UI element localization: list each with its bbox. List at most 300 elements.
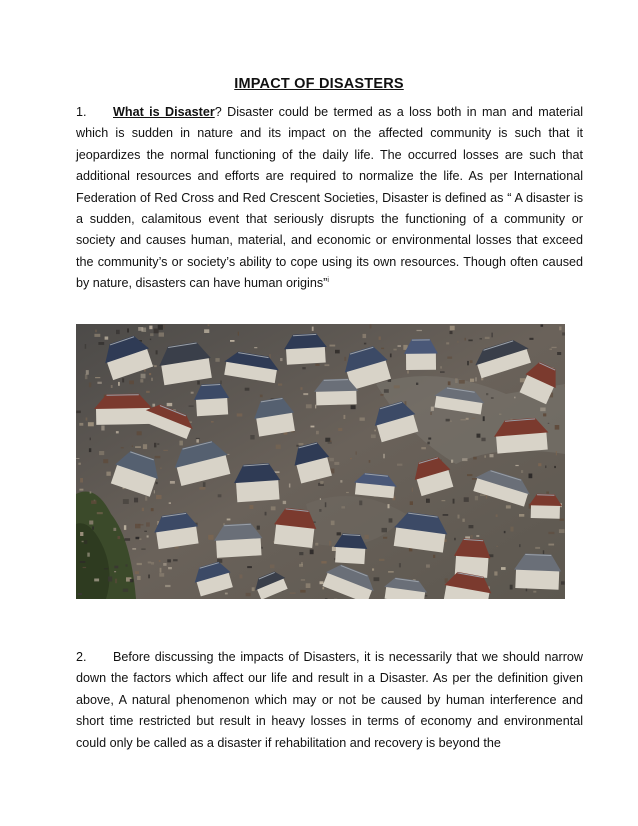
debris-piece (167, 559, 171, 562)
debris-piece (199, 487, 205, 490)
debris-piece (538, 463, 541, 466)
debris-piece (496, 514, 498, 517)
debris-piece (330, 441, 332, 442)
debris-piece (135, 571, 139, 574)
debris-piece (129, 381, 134, 385)
debris-piece (459, 380, 465, 384)
debris-piece (283, 501, 286, 504)
debris-piece (113, 528, 116, 531)
debris-piece (428, 438, 431, 440)
debris-piece (88, 422, 94, 426)
debris-piece (118, 536, 121, 539)
debris-piece (104, 568, 108, 569)
debris-piece (87, 553, 90, 557)
paragraph-lead: What is Disaster (113, 105, 215, 119)
debris-piece (135, 446, 141, 448)
debris-piece (312, 327, 314, 331)
debris-piece (156, 350, 158, 354)
debris-piece (80, 478, 83, 483)
debris-piece (480, 495, 486, 496)
debris-piece (80, 532, 83, 536)
debris-piece (350, 458, 352, 459)
debris-piece (554, 466, 556, 468)
debris-piece (157, 443, 159, 444)
debris-piece (148, 562, 152, 564)
debris-piece (116, 330, 120, 334)
debris-piece (356, 451, 357, 454)
debris-piece (374, 577, 380, 581)
debris-piece (431, 407, 434, 411)
debris-piece (106, 472, 110, 476)
debris-piece (476, 535, 479, 537)
debris-piece (300, 387, 302, 390)
debris-piece (548, 544, 554, 546)
debris-piece (407, 370, 409, 373)
debris-piece (329, 458, 334, 462)
debris-piece (250, 435, 254, 440)
debris-piece (533, 591, 536, 593)
debris-piece (543, 550, 544, 554)
debris-piece (510, 585, 513, 590)
debris-piece (450, 331, 453, 334)
debris-piece (514, 397, 515, 399)
debris-piece (137, 576, 141, 580)
debris-piece (426, 564, 430, 567)
debris-piece (306, 583, 311, 588)
debris-piece (118, 382, 120, 386)
debris-piece (86, 418, 88, 421)
debris-piece (384, 389, 389, 393)
page-title: IMPACT OF DISASTERS (234, 76, 404, 92)
debris-piece (306, 404, 312, 408)
debris-piece (442, 500, 446, 501)
debris-piece (469, 525, 474, 528)
debris-piece (471, 535, 473, 538)
debris-piece (555, 425, 560, 430)
debris-piece (94, 334, 100, 337)
debris-piece (338, 428, 342, 431)
debris-piece (325, 502, 327, 507)
debris-piece (320, 498, 321, 500)
debris-piece (475, 377, 476, 381)
debris-piece (322, 587, 324, 589)
debris-piece (388, 571, 394, 573)
debris-piece (303, 393, 308, 395)
debris-piece (141, 549, 145, 550)
photo-illustration (76, 324, 565, 599)
debris-piece (504, 531, 506, 533)
debris-piece (147, 535, 149, 537)
debris-piece (227, 519, 231, 521)
debris-piece (160, 468, 161, 469)
debris-piece (325, 364, 330, 366)
debris-piece (302, 367, 305, 369)
debris-piece (151, 378, 152, 381)
debris-piece (121, 447, 124, 448)
debris-piece (310, 550, 314, 555)
debris-piece (421, 447, 426, 449)
debris-piece (150, 339, 151, 341)
debris-piece (540, 408, 545, 412)
paragraph-1 (76, 102, 583, 295)
debris-piece (315, 364, 319, 366)
debris-piece (89, 448, 91, 452)
debris-piece (344, 415, 346, 419)
debris-piece (252, 587, 255, 591)
debris-piece (491, 397, 494, 399)
debris-piece (399, 563, 401, 567)
debris-piece (191, 392, 194, 394)
debris-piece (472, 478, 478, 479)
debris-piece (204, 329, 209, 333)
debris-piece (559, 529, 565, 533)
debris-piece (139, 539, 141, 540)
debris-piece (374, 430, 375, 432)
debris-piece (173, 559, 178, 561)
debris-piece (211, 421, 214, 423)
debris-piece (278, 384, 282, 386)
debris-piece (379, 337, 381, 340)
debris-piece (380, 394, 383, 396)
paragraph-2 (76, 647, 583, 754)
debris-piece (466, 418, 469, 420)
debris-piece (548, 532, 554, 534)
debris-piece (114, 566, 118, 569)
debris-piece (261, 547, 262, 549)
debris-piece (90, 492, 92, 494)
paragraph-number: 1. (76, 105, 87, 119)
debris-piece (144, 531, 147, 532)
debris-piece (464, 497, 469, 502)
debris-piece (135, 524, 141, 529)
debris-piece (115, 579, 117, 584)
debris-piece (108, 577, 112, 582)
debris-piece (388, 504, 390, 508)
debris-piece (545, 466, 546, 469)
debris-piece (127, 328, 129, 332)
debris-piece (535, 547, 540, 549)
debris-piece (111, 385, 113, 388)
debris-piece (208, 535, 213, 540)
debris-piece (519, 514, 524, 517)
debris-piece (416, 383, 418, 385)
disaster-aerial-photo (76, 324, 565, 599)
debris-piece (319, 509, 321, 512)
debris-piece (359, 501, 362, 506)
debris-piece (270, 565, 275, 569)
debris-piece (446, 342, 449, 344)
debris-piece (468, 340, 472, 342)
debris-piece (486, 393, 488, 395)
debris-piece (154, 443, 156, 448)
debris-piece (123, 499, 129, 504)
debris-piece (559, 327, 561, 331)
debris-piece (280, 358, 282, 361)
debris-piece (86, 370, 89, 375)
debris-piece (146, 522, 150, 526)
debris-piece (320, 481, 323, 484)
debris-piece (290, 593, 296, 594)
debris-piece (328, 442, 332, 443)
debris-piece (383, 537, 387, 539)
debris-piece (447, 357, 452, 359)
debris-piece (397, 464, 402, 466)
debris-piece (431, 412, 432, 415)
debris-piece (82, 541, 84, 542)
debris-piece (143, 444, 147, 449)
debris-piece (427, 442, 429, 445)
debris-piece (337, 532, 341, 535)
debris-piece (465, 338, 466, 341)
debris-piece (453, 499, 455, 504)
debris-piece (85, 374, 88, 379)
debris-piece (196, 439, 199, 443)
lead-punctuation: ? (214, 105, 222, 119)
footnote-reference: i (327, 277, 329, 285)
debris-piece (160, 568, 162, 573)
debris-piece (477, 434, 481, 438)
debris-piece (165, 585, 170, 587)
debris-piece (103, 459, 108, 463)
debris-piece (398, 345, 402, 347)
debris-piece (95, 330, 96, 333)
debris-piece (501, 567, 506, 570)
debris-piece (208, 324, 210, 326)
debris-piece (465, 536, 470, 538)
debris-piece (364, 535, 369, 539)
debris-piece (215, 358, 219, 362)
debris-piece (506, 505, 511, 508)
debris-piece (496, 546, 497, 547)
debris-piece (265, 512, 267, 516)
debris-piece (560, 519, 564, 521)
debris-piece (511, 527, 514, 532)
debris-piece (155, 456, 161, 459)
debris-piece (335, 350, 340, 354)
debris-piece (521, 470, 523, 473)
debris-piece (238, 332, 239, 336)
debris-piece (163, 563, 166, 566)
debris-piece (78, 593, 82, 595)
debris-piece (89, 521, 93, 525)
debris-piece (137, 563, 142, 565)
debris-piece (130, 579, 134, 582)
debris-piece (179, 441, 183, 446)
debris-piece (346, 492, 349, 493)
debris-piece (97, 512, 103, 514)
paragraph-number: 2. (76, 650, 87, 664)
debris-piece (340, 480, 342, 483)
debris-piece (276, 445, 281, 449)
debris-piece (84, 540, 87, 544)
debris-piece (152, 404, 155, 407)
debris-piece (189, 405, 194, 407)
debris-piece (164, 325, 165, 329)
debris-piece (257, 526, 260, 530)
debris-piece (499, 414, 501, 415)
debris-piece (341, 506, 345, 508)
debris-piece (76, 458, 79, 459)
debris-piece (394, 385, 400, 388)
debris-piece (89, 383, 91, 388)
debris-piece (344, 357, 346, 361)
debris-piece (370, 324, 372, 328)
debris-piece (529, 474, 533, 479)
debris-piece (149, 373, 151, 375)
debris-piece (483, 416, 485, 421)
debris-piece (372, 568, 374, 570)
debris-piece (325, 598, 328, 599)
debris-piece (556, 451, 557, 455)
debris-piece (417, 330, 422, 331)
debris-piece (92, 526, 94, 529)
debris-piece (225, 593, 228, 595)
debris-piece (80, 561, 86, 563)
debris-piece (148, 575, 150, 579)
debris-piece (151, 562, 154, 565)
debris-piece (475, 496, 478, 500)
debris-piece (85, 344, 87, 349)
debris-piece (519, 544, 520, 547)
debris-piece (561, 581, 565, 584)
debris-piece (382, 528, 388, 532)
debris-piece (218, 494, 222, 497)
debris-piece (300, 590, 305, 593)
debris-piece (462, 458, 467, 461)
debris-piece (473, 457, 477, 460)
debris-piece (99, 451, 104, 455)
debris-piece (169, 502, 171, 503)
debris-piece (98, 342, 104, 345)
debris-piece (329, 541, 331, 546)
debris-piece (467, 361, 469, 365)
debris-piece (393, 349, 396, 351)
debris-piece (101, 426, 104, 431)
debris-piece (125, 538, 131, 541)
debris-piece (240, 575, 243, 579)
debris-piece (296, 445, 298, 447)
debris-piece (515, 465, 518, 466)
debris-piece (390, 354, 392, 358)
debris-piece (124, 525, 126, 530)
debris-piece (167, 403, 173, 406)
debris-piece (443, 514, 449, 515)
debris-piece (360, 418, 365, 421)
debris-piece (301, 579, 305, 580)
paragraph-text: Disaster could be termed as a loss both in man and material which is sudden in nature and its impact on the affected community is such that it jeopardizes the normal functioning of the daily life. The occurred losses are such that additional resources and efforts are required to normalize the life. As per International Federation of Red Cross and Red Crescent Societies, Disaster is defined as “ A disaster is a sudden, calamitous event that seriously disrupts the functioning of a community or society and causes human, material, and economic or environmental losses that exceed the community’s or society’s ability to cope using its own resources. Though often caused by nature, disasters can have human origins” (76, 105, 583, 291)
debris-piece (440, 366, 442, 368)
debris-piece (325, 438, 330, 442)
debris-piece (364, 343, 366, 345)
debris-piece (154, 365, 157, 367)
debris-piece (494, 571, 497, 575)
debris-piece (254, 347, 257, 348)
debris-piece (141, 374, 146, 379)
debris-piece (137, 431, 142, 435)
debris-piece (550, 349, 553, 350)
debris-piece (151, 508, 154, 511)
debris-piece (383, 454, 384, 459)
debris-piece (196, 438, 200, 439)
debris-piece (389, 518, 393, 522)
debris-piece (467, 474, 472, 476)
debris-piece (132, 548, 136, 549)
debris-piece (245, 388, 250, 391)
debris-piece (470, 360, 473, 363)
debris-piece (543, 413, 546, 416)
debris-piece (315, 405, 316, 409)
debris-piece (156, 482, 158, 484)
debris-piece (260, 395, 263, 398)
debris-piece (221, 381, 222, 385)
debris-piece (159, 573, 164, 577)
debris-piece (311, 426, 315, 428)
debris-piece (334, 462, 339, 465)
debris-piece (138, 327, 143, 331)
debris-piece (484, 455, 486, 457)
debris-piece (412, 488, 413, 492)
debris-piece (271, 506, 276, 510)
debris-piece (457, 341, 458, 343)
debris-piece (159, 333, 164, 337)
debris-piece (369, 460, 371, 463)
debris-piece (154, 329, 159, 334)
debris-piece (458, 515, 460, 519)
debris-piece (170, 481, 175, 484)
debris-piece (451, 460, 453, 463)
debris-piece (122, 378, 124, 382)
debris-piece (331, 521, 335, 526)
debris-piece (316, 431, 319, 435)
debris-piece (197, 381, 200, 385)
debris-piece (230, 340, 235, 342)
debris-piece (564, 385, 565, 388)
debris-piece (83, 567, 87, 568)
debris-piece (552, 347, 557, 348)
debris-piece (247, 566, 252, 568)
debris-piece (142, 508, 144, 511)
debris-piece (461, 419, 467, 420)
debris-piece (132, 446, 133, 447)
debris-piece (95, 377, 100, 378)
debris-piece (299, 552, 303, 555)
debris-piece (163, 450, 168, 451)
debris-piece (79, 423, 83, 426)
debris-piece (450, 326, 455, 331)
debris-piece (446, 419, 450, 422)
debris-piece (379, 559, 384, 561)
debris-piece (134, 498, 138, 503)
debris-piece (136, 537, 140, 539)
debris-piece (448, 381, 451, 385)
debris-piece (140, 379, 143, 382)
debris-piece (557, 352, 561, 355)
debris-piece (114, 571, 116, 572)
debris-piece (246, 593, 251, 597)
debris-piece (301, 562, 303, 565)
debris-piece (126, 564, 128, 566)
debris-piece (351, 405, 356, 409)
debris-piece (237, 413, 243, 416)
debris-piece (562, 332, 565, 335)
debris-piece (381, 348, 384, 349)
debris-piece (91, 500, 96, 504)
debris-piece (250, 505, 254, 509)
debris-piece (321, 561, 326, 563)
debris-piece (462, 519, 464, 522)
debris-piece (94, 579, 99, 582)
debris-piece (299, 443, 304, 445)
